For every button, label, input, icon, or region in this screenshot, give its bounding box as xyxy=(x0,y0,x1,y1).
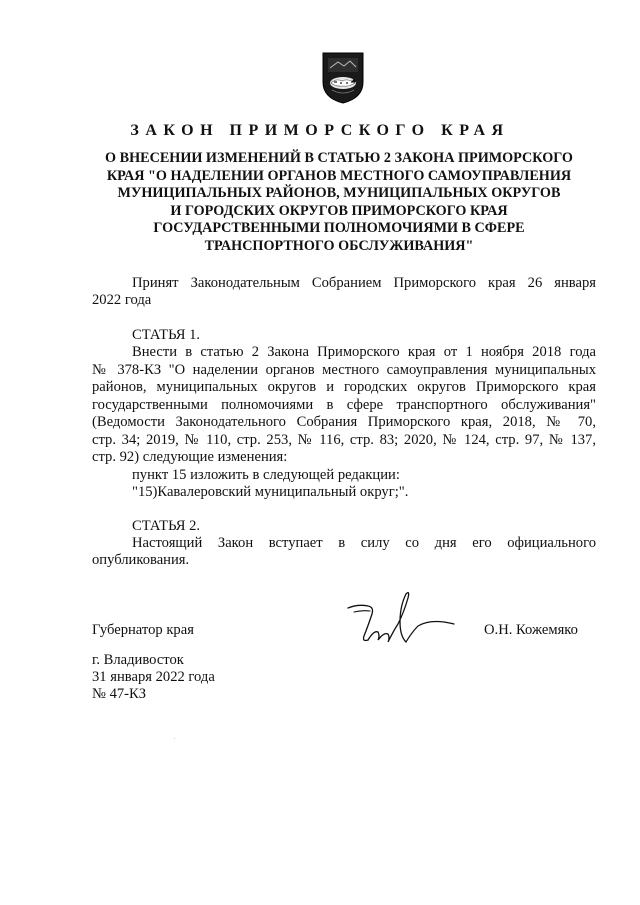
governor-title: Губернатор края xyxy=(92,622,194,638)
article-1-line: № 378-КЗ "О наделении органов местного самоуправления муниципальных xyxy=(92,361,596,378)
article-2-heading: СТАТЬЯ 2. xyxy=(132,518,201,534)
handwritten-signature xyxy=(344,586,456,648)
article-1-line: (Ведомости Законодательного Собрания Приморского края, 2018, № 70, xyxy=(92,414,596,430)
scan-artifact xyxy=(174,738,175,739)
adoption-year: 2022 года xyxy=(92,292,152,308)
article-1-line: районов, муниципальных округов и городских округов Приморского края xyxy=(92,379,596,395)
subtitle-line: МУНИЦИПАЛЬНЫХ РАЙОНОВ, МУНИЦИПАЛЬНЫХ ОКРУГОВ xyxy=(117,185,561,201)
article-2-line-end: опубликования. xyxy=(92,552,190,568)
footer-number: № 47-КЗ xyxy=(92,686,147,702)
subtitle-line: КРАЯ "О НАДЕЛЕНИИ ОРГАНОВ МЕСТНОГО САМОУПРАВЛЕНИЯ xyxy=(106,167,572,184)
law-subtitle xyxy=(82,150,596,255)
subtitle-line: И ГОРОДСКИХ ОКРУГОВ ПРИМОРСКОГО КРАЯ xyxy=(170,202,508,219)
subtitle-line: О ВНЕСЕНИИ ИЗМЕНЕНИЙ В СТАТЬЮ 2 ЗАКОНА ПРИМОРСКОГО xyxy=(105,150,573,166)
governor-name: О.Н. Кожемяко xyxy=(484,622,578,638)
article-2-line: Настоящий Закон вступает в силу со дня его официального xyxy=(132,535,596,551)
article-1-quote: "15)Кавалеровский муниципальный округ;". xyxy=(132,484,409,500)
article-1-line: стр. 92) следующие изменения: xyxy=(92,449,288,465)
subtitle-line: ГОСУДАРСТВЕННЫМИ ПОЛНОМОЧИЯМИ В СФЕРЕ xyxy=(153,220,525,236)
article-1-line: стр. 34; 2019, № 110, стр. 253, № 116, стр. 83; 2020, № 124, стр. 97, № 137, xyxy=(92,431,596,448)
adoption-line: Принят Законодательным Собранием Приморского края 26 января xyxy=(132,275,596,291)
coat-of-arms-emblem xyxy=(320,52,366,104)
article-1-body xyxy=(92,344,596,467)
law-title: ЗАКОН ПРИМОРСКОГО КРАЯ xyxy=(130,122,510,139)
footer-city: г. Владивосток xyxy=(92,652,184,668)
article-1-item: пункт 15 изложить в следующей редакции: xyxy=(132,467,400,483)
footer-date: 31 января 2022 года xyxy=(92,669,215,685)
article-1-heading: СТАТЬЯ 1. xyxy=(132,327,201,343)
subtitle-line: ТРАНСПОРТНОГО ОБСЛУЖИВАНИЯ" xyxy=(204,237,474,254)
article-1-line: государственными полномочиями в сфере транспортного обслуживания" xyxy=(92,396,596,413)
article-1-line: Внести в статью 2 Закона Приморского края от 1 ноября 2018 года xyxy=(132,344,596,360)
